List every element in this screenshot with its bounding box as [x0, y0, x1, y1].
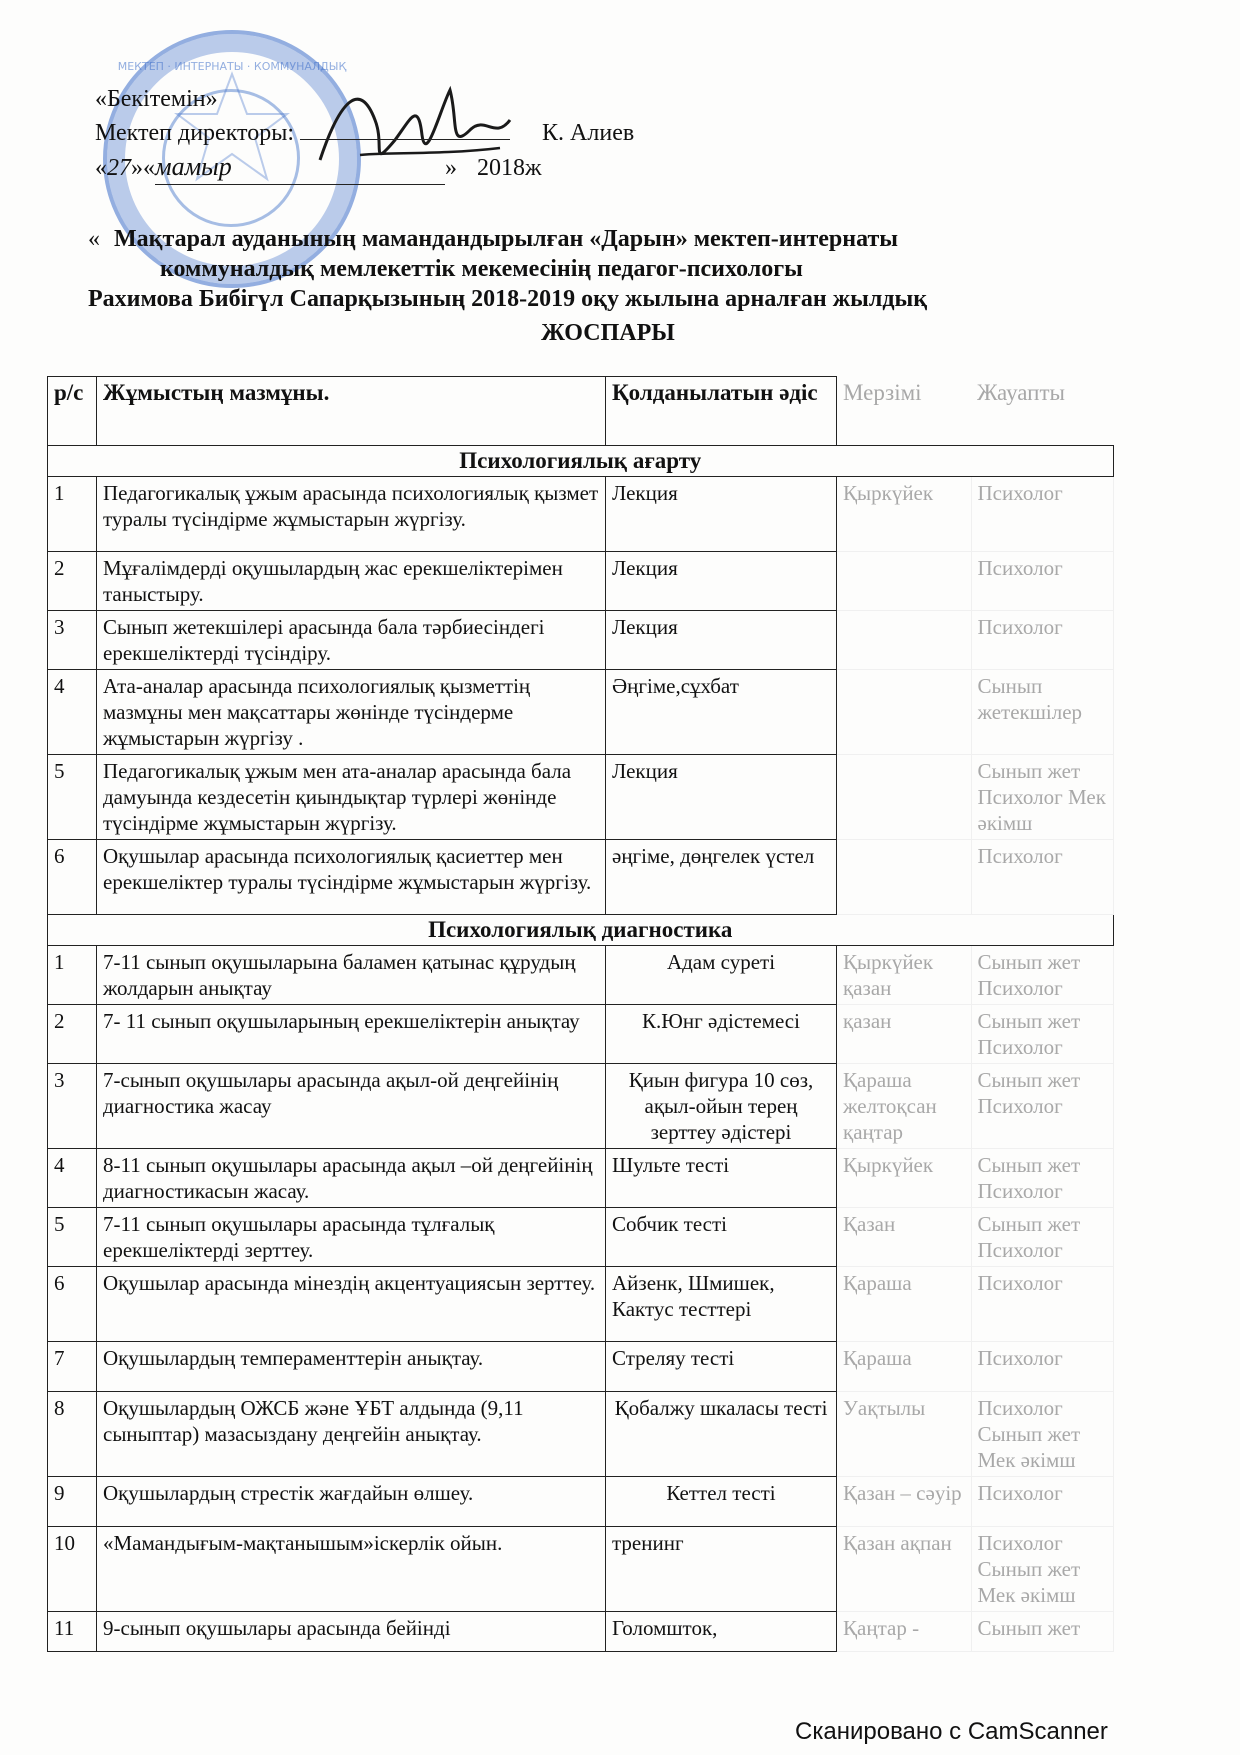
title-line-2: коммуналдық мемлекеттік мекемесінің педагог-психологы [160, 256, 803, 282]
row-work: Педагогикалық ұжым мен ата-аналар арасында бала дамуында кездесетін қиындықтар түрлері жөнінде түсіндірме жұмыстарын жүргізу. [97, 755, 606, 840]
row-number: 2 [48, 1005, 97, 1064]
row-method: Лекция [606, 552, 837, 611]
row-responsible: Психолог [971, 1342, 1113, 1392]
row-method: Шульте тесті [606, 1149, 837, 1208]
row-method: Лекция [606, 477, 837, 552]
row-responsible: Психолог [971, 1477, 1113, 1527]
row-method: Қиын фигура 10 сөз, ақыл-ойын терең зерттеу әдістері [606, 1064, 837, 1149]
section-row [48, 446, 1114, 477]
row-method: Голомшток, [606, 1612, 837, 1652]
row-responsible: Психолог [971, 552, 1113, 611]
row-term [837, 552, 972, 611]
row-number: 3 [48, 1064, 97, 1149]
plan-table [47, 376, 1114, 1652]
row-responsible: Сынып жет Психолог [971, 1208, 1113, 1267]
row-work: Оқушылардың темпераменттерін анықтау. [97, 1342, 606, 1392]
date-quote-mid: »« [131, 155, 155, 181]
director-name: К. Алиев [542, 120, 635, 146]
table-row [48, 1149, 1114, 1208]
row-term: Қыркүйек қазан [837, 946, 972, 1005]
row-number: 2 [48, 552, 97, 611]
row-work: 8-11 сынып оқушылары арасында ақыл –ой деңгейінің диагностикасын жасау. [97, 1149, 606, 1208]
row-term [837, 840, 972, 915]
row-number: 5 [48, 1208, 97, 1267]
header-num: р/с [48, 377, 97, 446]
row-term: Қараша желтоқсан қаңтар [837, 1064, 972, 1149]
svg-text:МЕКТЕП · ИНТЕРНАТЫ · КОММУНАЛД: МЕКТЕП · ИНТЕРНАТЫ · КОММУНАЛДЫҚ [117, 60, 347, 73]
row-responsible: Сынып жетекшілер [971, 670, 1113, 755]
row-method: Әңгіме,сұхбат [606, 670, 837, 755]
table-row [48, 755, 1114, 840]
row-responsible: Психолог [971, 1267, 1113, 1342]
title-line-1-text: Мақтарал ауданының мамандандырылған «Дарын» мектеп-интернаты [114, 226, 898, 252]
row-term: Қазан ақпан [837, 1527, 972, 1612]
row-number: 9 [48, 1477, 97, 1527]
table-row [48, 477, 1114, 552]
row-number: 8 [48, 1392, 97, 1477]
row-method: Қобалжу шкаласы тесті [606, 1392, 837, 1477]
row-term [837, 755, 972, 840]
row-term: Қазан [837, 1208, 972, 1267]
row-number: 1 [48, 946, 97, 1005]
row-number: 6 [48, 840, 97, 915]
table-header-row [48, 377, 1114, 446]
row-responsible: Психолог [971, 477, 1113, 552]
section-row [48, 915, 1114, 946]
title-line-4: ЖОСПАРЫ [541, 320, 675, 346]
row-work: 7- 11 сынып оқушыларының ерекшеліктерін анықтау [97, 1005, 606, 1064]
row-method: тренинг [606, 1527, 837, 1612]
row-term: Қараша [837, 1267, 972, 1342]
table-row [48, 552, 1114, 611]
row-work: Оқушылардың ОЖСБ және ҰБТ алдында (9,11 сыныптар) мазасыздану деңгейін анықтау. [97, 1392, 606, 1477]
header-term: Мерзімі [843, 379, 922, 405]
date-month: мамыр [155, 150, 445, 185]
row-number: 10 [48, 1527, 97, 1612]
row-responsible: Психолог [971, 611, 1113, 670]
document-title [88, 224, 1148, 348]
table-row [48, 1267, 1114, 1342]
table-row [48, 840, 1114, 915]
row-number: 1 [48, 477, 97, 552]
row-term: Қыркүйек [837, 1149, 972, 1208]
row-responsible: Психолог [971, 840, 1113, 915]
row-term: қазан [837, 1005, 972, 1064]
row-responsible: Сынып жет Психолог [971, 946, 1113, 1005]
row-term: Қыркүйек [837, 477, 972, 552]
row-method: Стреляу тесті [606, 1342, 837, 1392]
row-method: Адам суреті [606, 946, 837, 1005]
row-work: Оқушылар арасында психологиялық қасиеттер мен ерекшеліктер туралы түсіндірме жұмыстарын жүргізу. [97, 840, 606, 915]
row-work: «Мамандығым-мақтанышым»іскерлік ойын. [97, 1527, 606, 1612]
row-work: Педагогикалық ұжым арасында психологиялық қызмет туралы түсіндірме жұмыстарын жүргізу. [97, 477, 606, 552]
row-work: 9-сынып оқушылары арасында бейінді [97, 1612, 606, 1652]
row-term [837, 611, 972, 670]
title-line-3: Рахимова Бибігүл Сапарқызының 2018-2019 оқу жылына арналған жылдық [88, 286, 928, 312]
row-method: Лекция [606, 611, 837, 670]
row-method: Собчик тесті [606, 1208, 837, 1267]
table-row [48, 670, 1114, 755]
director-line [95, 116, 634, 150]
director-label: Мектеп директоры: [95, 120, 295, 146]
scanner-watermark: Сканировано с CamScanner [795, 1718, 1108, 1745]
row-work: Сынып жетекшілері арасында бала тәрбиесіндегі ерекшеліктерді түсіндіру. [97, 611, 606, 670]
table-row [48, 946, 1114, 1005]
row-work: Оқушылар арасында мінездің акцентуациясын зерттеу. [97, 1267, 606, 1342]
row-work: Оқушылардың стрестік жағдайын өлшеу. [97, 1477, 606, 1527]
row-responsible: Психолог Сынып жет Мек әкімш [971, 1392, 1113, 1477]
row-work: Ата-аналар арасында психологиялық қызметтің мазмұны мен мақсаттары жөнінде түсіндерме жұмыстарын жүргізу . [97, 670, 606, 755]
table-row [48, 1064, 1114, 1149]
row-number: 7 [48, 1342, 97, 1392]
row-work: 7-11 сынып оқушылары арасында тұлғалық ерекшеліктерді зерттеу. [97, 1208, 606, 1267]
row-method: Айзенк, Шмишек, Кактус тесттері [606, 1267, 837, 1342]
date-quote-close: » [445, 155, 457, 181]
table-row [48, 1527, 1114, 1612]
title-line-1 [88, 224, 1148, 254]
table-row [48, 1342, 1114, 1392]
row-number: 3 [48, 611, 97, 670]
row-number: 4 [48, 1149, 97, 1208]
approval-block [95, 82, 634, 185]
header-responsible: Жауапты [977, 379, 1065, 405]
row-number: 6 [48, 1267, 97, 1342]
row-method: әңгіме, дөңгелек үстел [606, 840, 837, 915]
row-work: 7-11 сынып оқушыларына баламен қатынас құрудың жолдарын анықтау [97, 946, 606, 1005]
row-responsible: Сынып жет [971, 1612, 1113, 1652]
table-row [48, 1612, 1114, 1652]
header-work: Жұмыстың мазмұны. [97, 377, 606, 446]
row-method: Кеттел тесті [606, 1477, 837, 1527]
row-method: Лекция [606, 755, 837, 840]
approval-date [95, 150, 634, 185]
table-row [48, 1208, 1114, 1267]
row-responsible: Сынып жет Психолог [971, 1064, 1113, 1149]
date-day: 27 [107, 155, 131, 181]
row-term: Қараша [837, 1342, 972, 1392]
table-row [48, 1392, 1114, 1477]
row-responsible: Психолог Сынып жет Мек әкімш [971, 1527, 1113, 1612]
section-title: Психологиялық ағарту [48, 446, 1114, 477]
row-number: 5 [48, 755, 97, 840]
row-work: 7-сынып оқушылары арасында ақыл-ой деңгейінің диагностика жасау [97, 1064, 606, 1149]
title-quote: « [88, 226, 100, 252]
row-number: 11 [48, 1612, 97, 1652]
section-title: Психологиялық диагностика [48, 915, 1114, 946]
date-year: 2018ж [477, 155, 542, 181]
approval-heading: «Бекітемін» [95, 86, 218, 112]
row-term [837, 670, 972, 755]
row-responsible: Сынып жет Психолог Мек әкімш [971, 755, 1113, 840]
row-method: К.Юнг әдістемесі [606, 1005, 837, 1064]
date-quote-open: « [95, 155, 107, 181]
table-row [48, 1005, 1114, 1064]
table-row [48, 611, 1114, 670]
header-method: Қолданылатын әдіс [606, 377, 837, 446]
table-row [48, 1477, 1114, 1527]
row-term: Уақтылы [837, 1392, 972, 1477]
row-term: Қазан – сәуір [837, 1477, 972, 1527]
row-responsible: Сынып жет Психолог [971, 1005, 1113, 1064]
row-number: 4 [48, 670, 97, 755]
row-responsible: Сынып жет Психолог [971, 1149, 1113, 1208]
row-work: Мұғалімдерді оқушылардың жас ерекшеліктерімен таныстыру. [97, 552, 606, 611]
row-term: Қаңтар - [837, 1612, 972, 1652]
